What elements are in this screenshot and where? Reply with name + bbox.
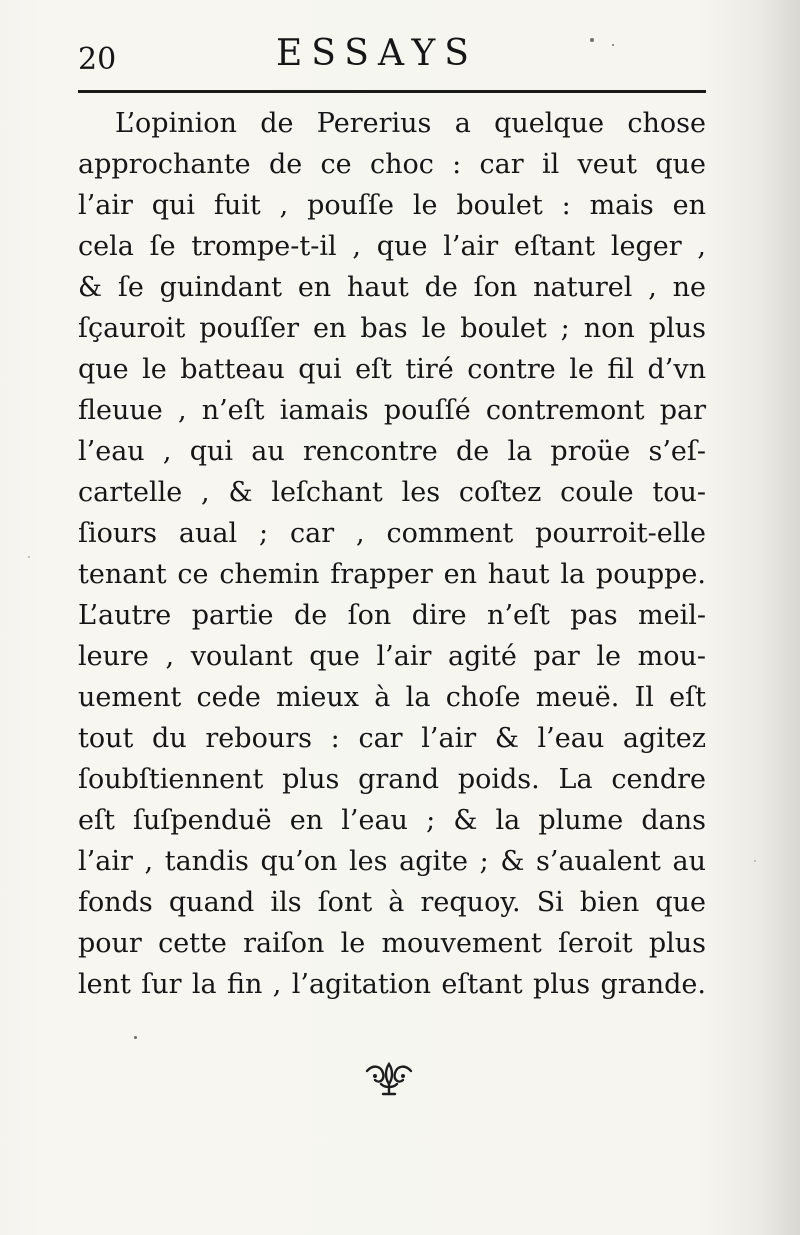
- text-line: eſt ſuſpenduë en l’eau ; & la plume dans: [78, 805, 706, 836]
- text-line: approchante de ce choc : car il veut que: [78, 149, 706, 180]
- text-line: lent ſur la fin , l’agitation eſtant plus grande.: [78, 969, 706, 1000]
- body-text: [78, 103, 706, 1005]
- text-line: L’opinion de Pererius a quelque chose: [115, 108, 706, 139]
- paper-speck: [754, 860, 756, 862]
- paper-speck: [28, 556, 30, 558]
- text-line: pour cette raiſon le mouvement ſeroit plus: [78, 928, 706, 959]
- header-rule: [78, 90, 706, 93]
- paper-speck: [134, 1036, 137, 1039]
- text-line: fleuue , n’eſt iamais pouſſé contremont par: [78, 395, 706, 426]
- text-line: & ſe guindant en haut de ſon naturel , ne: [78, 272, 706, 303]
- fleuron-ornament-icon: [363, 1060, 415, 1098]
- text-line: ſiours aual ; car , comment pourroit-elle: [78, 518, 706, 549]
- text-line: uement cede mieux à la choſe meuë. Il eſt: [78, 682, 706, 713]
- text-line: cartelle , & leſchant les coſtez coule tou-: [78, 477, 706, 508]
- text-line: l’eau , qui au rencontre de la proüe s’eſ-: [78, 436, 706, 467]
- text-line: cela ſe trompe-t-il , que l’air eſtant leger ,: [78, 231, 706, 262]
- page-header: [0, 30, 800, 80]
- text-line: l’air , tandis qu’on les agite ; & s’aualent au: [78, 846, 706, 877]
- text-line: ſçauroit pouſſer en bas le boulet ; non plus: [78, 313, 706, 344]
- text-line: l’air qui fuit , pouſſe le boulet : mais en: [78, 190, 706, 221]
- text-line: L’autre partie de ſon dire n’eſt pas meil-: [78, 600, 706, 631]
- text-line: que le batteau qui eſt tiré contre le fil d’vn: [78, 354, 706, 385]
- text-line: ſoubſtiennent plus grand poids. La cendre: [78, 764, 706, 795]
- text-line: fonds quand ils ſont à requoy. Si bien que: [78, 887, 706, 918]
- text-line: tenant ce chemin frapper en haut la pouppe.: [78, 559, 706, 590]
- page-number: 20: [78, 42, 117, 77]
- text-line: tout du rebours : car l’air & l’eau agitez: [78, 723, 706, 754]
- text-line: leure , voulant que l’air agité par le mou-: [78, 641, 706, 672]
- running-title: ESSAYS: [276, 33, 478, 74]
